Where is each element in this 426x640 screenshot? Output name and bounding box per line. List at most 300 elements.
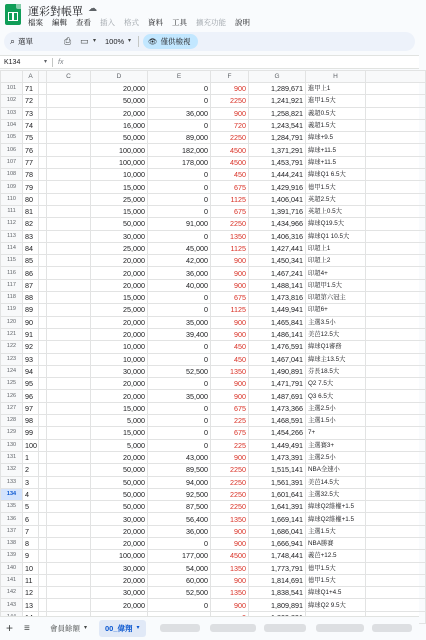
cell-c[interactable] <box>47 292 91 304</box>
cell-c[interactable] <box>47 205 91 217</box>
row-header[interactable]: 113 <box>1 230 23 242</box>
column-header-d[interactable]: D <box>91 71 148 83</box>
cell-hidden[interactable] <box>39 193 47 205</box>
cell-i[interactable] <box>366 119 426 131</box>
cell-stake[interactable]: 16,000 <box>91 119 148 131</box>
row-header[interactable]: 140 <box>1 562 23 574</box>
cell-hidden[interactable] <box>39 415 47 427</box>
cell-fee[interactable]: 4500 <box>211 144 249 156</box>
row-header[interactable]: 135 <box>1 501 23 513</box>
cell-payout[interactable]: 0 <box>148 415 211 427</box>
cell-balance[interactable]: 1,486,141 <box>249 328 306 340</box>
cell-c[interactable] <box>47 144 91 156</box>
cell-balance[interactable]: 1,406,316 <box>249 230 306 242</box>
cell-c[interactable] <box>47 279 91 291</box>
cell-balance[interactable]: 1,641,391 <box>249 501 306 513</box>
cell-balance[interactable]: 1,601,641 <box>249 488 306 500</box>
tab-chevron-down-icon[interactable]: ▾ <box>84 625 88 631</box>
cell-payout[interactable]: 42,000 <box>148 255 211 267</box>
cell-hidden[interactable] <box>39 587 47 599</box>
row-header[interactable]: 115 <box>1 255 23 267</box>
cell-payout[interactable]: 0 <box>148 353 211 365</box>
cell-balance[interactable]: 1,454,266 <box>249 427 306 439</box>
cell-index[interactable]: 80 <box>23 193 39 205</box>
cell-c[interactable] <box>47 550 91 562</box>
cell-stake[interactable]: 20,000 <box>91 107 148 119</box>
row-header[interactable]: 138 <box>1 537 23 549</box>
cloud-status-icon[interactable]: ☁ <box>88 3 97 13</box>
cell-c[interactable] <box>47 328 91 340</box>
cell-payout[interactable]: 0 <box>148 439 211 451</box>
cell-bet-note[interactable]: 緯球+11.5 <box>306 156 366 168</box>
cell-index[interactable]: 11 <box>23 574 39 586</box>
cell-balance[interactable]: 1,473,366 <box>249 402 306 414</box>
cell-i[interactable] <box>366 267 426 279</box>
cell-bet-note[interactable]: 德甲1.5大 <box>306 574 366 586</box>
cell-i[interactable] <box>366 341 426 353</box>
cell-stake[interactable]: 100,000 <box>91 144 148 156</box>
cell-hidden[interactable] <box>39 292 47 304</box>
cell-stake[interactable]: 30,000 <box>91 513 148 525</box>
row-header[interactable]: 119 <box>1 304 23 316</box>
row-header[interactable]: 143 <box>1 599 23 611</box>
cell-payout[interactable]: 0 <box>148 83 211 95</box>
cell-stake[interactable]: 20,000 <box>91 599 148 611</box>
cell-c[interactable] <box>47 193 91 205</box>
cell-c[interactable] <box>47 218 91 230</box>
cell-stake[interactable]: 50,000 <box>91 476 148 488</box>
cell-c[interactable] <box>47 316 91 328</box>
cell-i[interactable] <box>366 562 426 574</box>
cell-bet-note[interactable]: 印超6+ <box>306 304 366 316</box>
cell-balance[interactable]: 1,809,891 <box>249 599 306 611</box>
cell-hidden[interactable] <box>39 132 47 144</box>
cell-index[interactable]: 82 <box>23 218 39 230</box>
row-header[interactable]: 118 <box>1 292 23 304</box>
row-header[interactable]: 136 <box>1 513 23 525</box>
cell-c[interactable] <box>47 242 91 254</box>
cell-i[interactable] <box>366 525 426 537</box>
cell-balance[interactable]: 1,561,391 <box>249 476 306 488</box>
row-header[interactable]: 127 <box>1 402 23 414</box>
cell-hidden[interactable] <box>39 119 47 131</box>
cell-bet-note[interactable]: 緯球Q1+4.5 <box>306 587 366 599</box>
cell-stake[interactable]: 20,000 <box>91 378 148 390</box>
cell-hidden[interactable] <box>39 181 47 193</box>
cell-payout[interactable]: 0 <box>148 537 211 549</box>
cell-fee[interactable]: 900 <box>211 328 249 340</box>
cell-stake[interactable]: 50,000 <box>91 218 148 230</box>
cell-payout[interactable]: 177,000 <box>148 550 211 562</box>
cell-fee[interactable]: 1350 <box>211 587 249 599</box>
cell-payout[interactable]: 52,500 <box>148 587 211 599</box>
cell-c[interactable] <box>47 83 91 95</box>
cell-payout[interactable]: 178,000 <box>148 156 211 168</box>
column-header-f[interactable]: F <box>211 71 249 83</box>
cell-payout[interactable]: 60,000 <box>148 574 211 586</box>
cell-stake[interactable]: 15,000 <box>91 205 148 217</box>
cell-bet-note[interactable]: 印超上1 <box>306 242 366 254</box>
cell-fee[interactable]: 225 <box>211 439 249 451</box>
row-header[interactable]: 121 <box>1 328 23 340</box>
cell-c[interactable] <box>47 267 91 279</box>
cell-fee[interactable]: 675 <box>211 427 249 439</box>
cell-balance[interactable]: 1,488,141 <box>249 279 306 291</box>
cell-i[interactable] <box>366 402 426 414</box>
cell-bet-note[interactable]: 緯球Q1 10.5大 <box>306 230 366 242</box>
cell-fee[interactable]: 675 <box>211 181 249 193</box>
row-header[interactable]: 101 <box>1 83 23 95</box>
row-header[interactable]: 110 <box>1 193 23 205</box>
cell-bet-note[interactable]: NBA全速小 <box>306 464 366 476</box>
cell-fee[interactable]: 675 <box>211 402 249 414</box>
cell-payout[interactable]: 39,400 <box>148 328 211 340</box>
cell-stake[interactable]: 20,000 <box>91 537 148 549</box>
cell-i[interactable] <box>366 513 426 525</box>
cell-balance[interactable]: 1,814,691 <box>249 574 306 586</box>
cell-bet-note[interactable]: 緯球+9.5 <box>306 132 366 144</box>
cell-i[interactable] <box>366 537 426 549</box>
menu-item[interactable]: 擴充功能 <box>196 18 226 27</box>
cell-payout[interactable]: 0 <box>148 341 211 353</box>
cell-bet-note[interactable]: 義超0.5大 <box>306 107 366 119</box>
column-header-blank[interactable] <box>366 71 426 83</box>
cell-stake[interactable]: 50,000 <box>91 95 148 107</box>
cell-index[interactable]: 1 <box>23 451 39 463</box>
cell-balance[interactable]: 1,258,821 <box>249 107 306 119</box>
cell-fee[interactable]: 4500 <box>211 550 249 562</box>
cell-bet-note[interactable]: 印超甲1.5大 <box>306 279 366 291</box>
row-header[interactable]: 104 <box>1 119 23 131</box>
menu-item[interactable]: 資料 <box>148 18 163 27</box>
cell-stake[interactable]: 20,000 <box>91 279 148 291</box>
cell-i[interactable] <box>366 476 426 488</box>
cell-fee[interactable]: 900 <box>211 267 249 279</box>
cell-stake[interactable]: 25,000 <box>91 193 148 205</box>
tab-member-balance[interactable] <box>44 620 93 637</box>
cell-c[interactable] <box>47 427 91 439</box>
cell-balance[interactable]: 1,406,041 <box>249 193 306 205</box>
cell-index[interactable]: 10 <box>23 562 39 574</box>
cell-balance[interactable]: 1,487,691 <box>249 390 306 402</box>
cell-fee[interactable]: 900 <box>211 451 249 463</box>
cell-fee[interactable]: 675 <box>211 292 249 304</box>
cell-fee[interactable]: 900 <box>211 107 249 119</box>
all-sheets-icon[interactable]: ≡ <box>24 623 30 634</box>
cell-balance[interactable]: 1,429,916 <box>249 181 306 193</box>
cell-payout[interactable]: 0 <box>148 230 211 242</box>
cell-c[interactable] <box>47 537 91 549</box>
cell-hidden[interactable] <box>39 451 47 463</box>
cell-bet-note[interactable]: 印超4+ <box>306 267 366 279</box>
cell-balance[interactable]: 1,449,941 <box>249 304 306 316</box>
cell-fee[interactable]: 1125 <box>211 304 249 316</box>
obscured-tab[interactable] <box>316 624 364 632</box>
cell-hidden[interactable] <box>39 513 47 525</box>
cell-balance[interactable]: 1,773,791 <box>249 562 306 574</box>
cell-index[interactable]: 81 <box>23 205 39 217</box>
cell-c[interactable] <box>47 513 91 525</box>
obscured-tab[interactable] <box>160 624 200 632</box>
cell-hidden[interactable] <box>39 439 47 451</box>
name-box-chevron-down-icon[interactable]: ▾ <box>44 59 48 65</box>
cell-index[interactable]: 92 <box>23 341 39 353</box>
add-sheet-icon[interactable]: + <box>6 621 14 635</box>
cell-stake[interactable]: 15,000 <box>91 402 148 414</box>
row-header[interactable]: 116 <box>1 267 23 279</box>
zoom-select[interactable]: 100% <box>105 37 125 46</box>
row-header[interactable]: 125 <box>1 378 23 390</box>
cell-hidden[interactable] <box>39 378 47 390</box>
row-header[interactable]: 103 <box>1 107 23 119</box>
cell-fee[interactable]: 900 <box>211 378 249 390</box>
row-header[interactable]: 123 <box>1 353 23 365</box>
cell-index[interactable]: 89 <box>23 304 39 316</box>
cell-balance[interactable]: 1,241,921 <box>249 95 306 107</box>
cell-i[interactable] <box>366 365 426 377</box>
cell-balance[interactable]: 1,371,291 <box>249 144 306 156</box>
obscured-tab[interactable] <box>372 624 412 632</box>
cell-index[interactable]: 12 <box>23 587 39 599</box>
cell-bet-note[interactable]: 緯球Q1審務 <box>306 341 366 353</box>
cell-i[interactable] <box>366 279 426 291</box>
cell-balance[interactable]: 1,473,391 <box>249 451 306 463</box>
cell-c[interactable] <box>47 439 91 451</box>
cell-payout[interactable]: 0 <box>148 402 211 414</box>
cell-stake[interactable]: 25,000 <box>91 304 148 316</box>
row-header[interactable]: 105 <box>1 132 23 144</box>
cell-index[interactable]: 90 <box>23 316 39 328</box>
cell-i[interactable] <box>366 316 426 328</box>
cell-index[interactable]: 86 <box>23 267 39 279</box>
cell-balance[interactable]: 1,284,791 <box>249 132 306 144</box>
cell-payout[interactable]: 40,000 <box>148 279 211 291</box>
cell-i[interactable] <box>366 255 426 267</box>
cell-c[interactable] <box>47 587 91 599</box>
cell-hidden[interactable] <box>39 255 47 267</box>
cell-bet-note[interactable]: 美芭12.5大 <box>306 328 366 340</box>
cell-hidden[interactable] <box>39 328 47 340</box>
cell-bet-note[interactable]: 主選32.5大 <box>306 488 366 500</box>
cell-stake[interactable]: 20,000 <box>91 525 148 537</box>
cell-hidden[interactable] <box>39 107 47 119</box>
cell-c[interactable] <box>47 415 91 427</box>
cell-fee[interactable]: 900 <box>211 316 249 328</box>
row-header[interactable]: 107 <box>1 156 23 168</box>
cell-balance[interactable]: 1,669,141 <box>249 513 306 525</box>
cell-fee[interactable]: 2250 <box>211 501 249 513</box>
cell-stake[interactable]: 15,000 <box>91 427 148 439</box>
cell-index[interactable]: 4 <box>23 488 39 500</box>
cell-hidden[interactable] <box>39 144 47 156</box>
obscured-tab[interactable] <box>264 624 306 632</box>
cell-c[interactable] <box>47 488 91 500</box>
cell-fee[interactable]: 1125 <box>211 242 249 254</box>
row-header[interactable]: 134 <box>1 488 23 500</box>
sheet-grid[interactable] <box>0 70 419 616</box>
cell-bet-note[interactable]: 印超上2 <box>306 255 366 267</box>
cell-fee[interactable]: 900 <box>211 390 249 402</box>
cell-hidden[interactable] <box>39 390 47 402</box>
cell-balance[interactable]: 1,465,841 <box>249 316 306 328</box>
cell-i[interactable] <box>366 415 426 427</box>
cell-hidden[interactable] <box>39 550 47 562</box>
cell-balance[interactable]: 1,450,341 <box>249 255 306 267</box>
cell-c[interactable] <box>47 169 91 181</box>
cell-hidden[interactable] <box>39 574 47 586</box>
cell-index[interactable]: 97 <box>23 402 39 414</box>
cell-index[interactable]: 84 <box>23 242 39 254</box>
cell-c[interactable] <box>47 119 91 131</box>
cell-index[interactable]: 99 <box>23 427 39 439</box>
cell-payout[interactable]: 87,500 <box>148 501 211 513</box>
cell-payout[interactable]: 92,500 <box>148 488 211 500</box>
column-header-a[interactable]: A <box>23 71 39 83</box>
cell-index[interactable]: 93 <box>23 353 39 365</box>
cell-bet-note[interactable]: Q3 6.5大 <box>306 390 366 402</box>
cell-c[interactable] <box>47 255 91 267</box>
cell-index[interactable]: 76 <box>23 144 39 156</box>
menu-item[interactable]: 查看 <box>76 18 91 27</box>
cell-index[interactable]: 95 <box>23 378 39 390</box>
cell-bet-note[interactable]: 緯球Q1 6.5大 <box>306 169 366 181</box>
row-header[interactable]: 120 <box>1 316 23 328</box>
row-header[interactable]: 132 <box>1 464 23 476</box>
cell-hidden[interactable] <box>39 205 47 217</box>
cell-fee[interactable]: 2250 <box>211 488 249 500</box>
cell-balance[interactable]: 1,476,591 <box>249 341 306 353</box>
row-header[interactable]: 141 <box>1 574 23 586</box>
cell-balance[interactable]: 1,686,041 <box>249 525 306 537</box>
cell-index[interactable]: 75 <box>23 132 39 144</box>
cell-i[interactable] <box>366 550 426 562</box>
cell-i[interactable] <box>366 328 426 340</box>
cell-i[interactable] <box>366 230 426 242</box>
zoom-chevron-down-icon[interactable]: ▾ <box>128 38 132 44</box>
select-all-corner[interactable] <box>1 71 23 83</box>
cell-bet-note[interactable]: 進甲上1 <box>306 83 366 95</box>
cell-stake[interactable]: 30,000 <box>91 562 148 574</box>
cell-c[interactable] <box>47 353 91 365</box>
cell-hidden[interactable] <box>39 169 47 181</box>
cell-payout[interactable]: 0 <box>148 427 211 439</box>
view-only-mode-button[interactable] <box>143 34 198 49</box>
cell-balance[interactable]: 1,243,541 <box>249 119 306 131</box>
cell-fee[interactable]: 1350 <box>211 365 249 377</box>
column-header-g[interactable]: G <box>249 71 306 83</box>
cell-c[interactable] <box>47 341 91 353</box>
cell-index[interactable]: 87 <box>23 279 39 291</box>
cell-i[interactable] <box>366 83 426 95</box>
cell-payout[interactable]: 0 <box>148 205 211 217</box>
cell-fee[interactable]: 1125 <box>211 193 249 205</box>
row-header[interactable]: 117 <box>1 279 23 291</box>
cell-payout[interactable]: 0 <box>148 181 211 193</box>
cell-index[interactable]: 72 <box>23 95 39 107</box>
cell-c[interactable] <box>47 402 91 414</box>
cell-c[interactable] <box>47 390 91 402</box>
cell-i[interactable] <box>366 193 426 205</box>
cell-payout[interactable]: 0 <box>148 599 211 611</box>
cell-fee[interactable]: 2250 <box>211 218 249 230</box>
column-header-h[interactable]: H <box>306 71 366 83</box>
cell-payout[interactable]: 182,000 <box>148 144 211 156</box>
cell-index[interactable]: 13 <box>23 599 39 611</box>
menu-item[interactable]: 說明 <box>235 18 250 27</box>
cell-payout[interactable]: 56,400 <box>148 513 211 525</box>
cell-hidden[interactable] <box>39 230 47 242</box>
cell-payout[interactable]: 36,000 <box>148 107 211 119</box>
cell-bet-note[interactable]: 芬長18.5大 <box>306 365 366 377</box>
print-icon[interactable]: ⎙ <box>64 36 72 46</box>
cell-hidden[interactable] <box>39 537 47 549</box>
cell-index[interactable]: 6 <box>23 513 39 525</box>
cell-bet-note[interactable]: 進甲1.5大 <box>306 95 366 107</box>
cell-i[interactable] <box>366 169 426 181</box>
cell-fee[interactable]: 900 <box>211 525 249 537</box>
cell-hidden[interactable] <box>39 562 47 574</box>
cell-c[interactable] <box>47 107 91 119</box>
hidden-column-header[interactable] <box>39 71 47 83</box>
cell-c[interactable] <box>47 451 91 463</box>
menu-item[interactable]: 編輯 <box>52 18 67 27</box>
column-header-c[interactable]: C <box>47 71 91 83</box>
cell-i[interactable] <box>366 501 426 513</box>
cell-hidden[interactable] <box>39 427 47 439</box>
cell-index[interactable]: 94 <box>23 365 39 377</box>
cell-balance[interactable]: 1,289,671 <box>249 83 306 95</box>
cell-hidden[interactable] <box>39 476 47 488</box>
cell-c[interactable] <box>47 378 91 390</box>
cell-i[interactable] <box>366 464 426 476</box>
cell-fee[interactable]: 900 <box>211 279 249 291</box>
cell-stake[interactable]: 10,000 <box>91 341 148 353</box>
menu-search[interactable] <box>10 35 33 48</box>
row-header[interactable]: 109 <box>1 181 23 193</box>
cell-i[interactable] <box>366 427 426 439</box>
cell-i[interactable] <box>366 353 426 365</box>
cell-stake[interactable]: 25,000 <box>91 242 148 254</box>
cell-fee[interactable]: 450 <box>211 353 249 365</box>
cell-index[interactable]: 98 <box>23 415 39 427</box>
cell-stake[interactable]: 20,000 <box>91 316 148 328</box>
cell-index[interactable]: 96 <box>23 390 39 402</box>
cell-hidden[interactable] <box>39 402 47 414</box>
cell-stake[interactable]: 50,000 <box>91 464 148 476</box>
cell-stake[interactable]: 20,000 <box>91 83 148 95</box>
row-header[interactable]: 142 <box>1 587 23 599</box>
cell-index[interactable]: 3 <box>23 476 39 488</box>
cell-balance[interactable]: 1,471,791 <box>249 378 306 390</box>
cell-i[interactable] <box>366 390 426 402</box>
cell-stake[interactable]: 30,000 <box>91 230 148 242</box>
cell-c[interactable] <box>47 562 91 574</box>
cell-c[interactable] <box>47 525 91 537</box>
cell-index[interactable]: 71 <box>23 83 39 95</box>
cell-bet-note[interactable]: 主選2.5小 <box>306 451 366 463</box>
cell-stake[interactable]: 15,000 <box>91 181 148 193</box>
cell-c[interactable] <box>47 181 91 193</box>
cell-fee[interactable]: 1350 <box>211 562 249 574</box>
cell-balance[interactable]: 1,468,591 <box>249 415 306 427</box>
cell-fee[interactable]: 900 <box>211 83 249 95</box>
cell-hidden[interactable] <box>39 304 47 316</box>
cell-balance[interactable]: 1,434,966 <box>249 218 306 230</box>
row-header[interactable]: 108 <box>1 169 23 181</box>
cell-bet-note[interactable]: 主選賽3+ <box>306 439 366 451</box>
cell-hidden[interactable] <box>39 218 47 230</box>
cell-payout[interactable]: 36,000 <box>148 267 211 279</box>
